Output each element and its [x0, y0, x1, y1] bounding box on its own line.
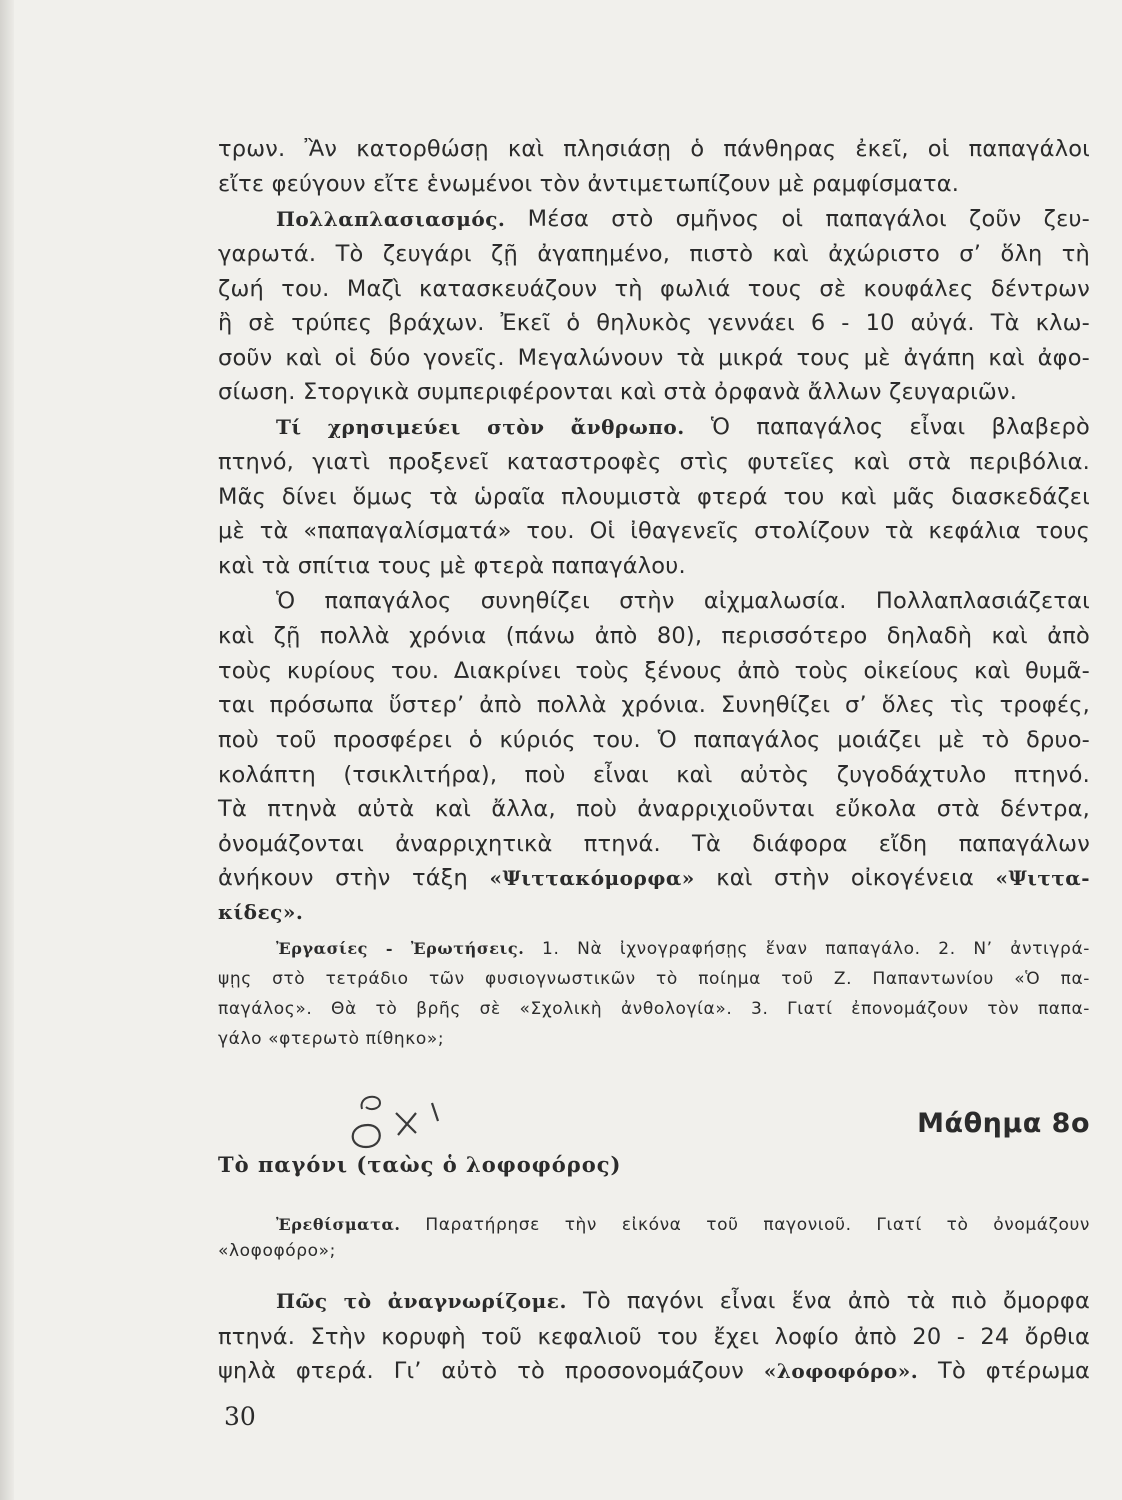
- body-line: Ὁ παπαγάλος συνηθίζει στὴν αἰχμαλωσία. Πολλαπλασιάζεται: [276, 588, 1090, 614]
- body-line: ζωή του. Μαζὶ κατασκευάζουν τὴ φωλιά τους σὲ κουφάλες δέντρων: [218, 276, 1090, 302]
- exercise-line: γάλο «φτερωτὸ πίθηκο»;: [218, 1029, 445, 1049]
- body-text: Ὁ παπαγάλος εἶναι βλαβερὸ: [684, 414, 1090, 440]
- body-text: ἀνήκουν στὴν τάξη: [218, 865, 490, 891]
- body-line: τοὺς κυρίους του. Διακρίνει τοὺς ξένους ἀπὸ τοὺς οἰκείους καὶ θυμᾶ-: [218, 658, 1090, 684]
- family-name-end: κίδες».: [218, 900, 304, 924]
- order-name: «Ψιττακόμορφα»: [489, 866, 695, 890]
- stimuli-start: [218, 1212, 1090, 1238]
- body-line: εἴτε φεύγουν εἴτε ἑνωμένοι τὸν ἀντιμετωπίζουν μὲ ραμφίσματα.: [218, 171, 960, 197]
- handwritten-note: [340, 1085, 470, 1155]
- body-line: σίωση. Στοργικὰ συμπεριφέρονται καὶ στὰ ὀρφανὰ ἄλλων ζευγαριῶν.: [218, 379, 1018, 405]
- page-edge-shadow: [0, 0, 14, 1500]
- body-line: τρων. Ἂν κατορθώσῃ καὶ πλησιάσῃ ὁ πάνθηρας ἐκεῖ, οἱ παπαγάλοι: [218, 136, 1090, 162]
- body-line: ται πρόσωπα ὕστερ’ ἀπὸ πολλὰ χρόνια. Συνηθίζει σ’ ὅλες τὶς τροφές,: [218, 692, 1090, 718]
- body-line: ὀνομάζονται ἀναρριχητικὰ πτηνά. Τὰ διάφορα εἴδη παπαγάλων: [218, 831, 1090, 857]
- body-line: σοῦν καὶ οἱ δύο γονεῖς. Μεγαλώνουν τὰ μικρά τους μὲ ἀγάπη καὶ ἀφο-: [218, 345, 1090, 371]
- heading-reproduction: Πολλαπλασιασμός.: [276, 207, 506, 231]
- body-line: Μᾶς δίνει ὅμως τὰ ὡραῖα πλουμιστὰ φτερά του καὶ μᾶς διασκεδάζει: [218, 484, 1090, 510]
- body-text: Τὸ φτέρωμα: [918, 1358, 1090, 1384]
- paragraph-use-start: [218, 410, 1090, 444]
- body-line: μὲ τὰ «παπαγαλίσματά» του. Οἱ ἰθαγενεῖς στολίζουν τὰ κεφάλια τους: [218, 518, 1090, 544]
- exercise-line: παγάλος». Θὰ τὸ βρῆς σὲ «Σχολικὴ ἀνθολογία». 3. Γιατί ἐπονομάζουν τὸν παπα-: [218, 999, 1090, 1019]
- stimuli-text: Παρατήρησε τὴν εἰκόνα τοῦ παγονιοῦ. Γιατί τὸ ὀνομάζουν: [400, 1215, 1090, 1235]
- family-name: «Ψιττα-: [995, 866, 1090, 890]
- lesson-number: Μάθημα 8ο: [917, 1108, 1090, 1139]
- body-text: ψηλὰ φτερά. Γι’ αὐτὸ τὸ προσονομάζουν: [218, 1358, 764, 1384]
- paragraph-reproduction-start: [218, 202, 1090, 236]
- paragraph-recognize-start: [218, 1284, 1090, 1318]
- body-line: κολάπτη (τσικλιτήρα), ποὺ εἶναι καὶ αὐτὸς ζυγοδάχτυλο πτηνό.: [218, 762, 1090, 788]
- body-line: ποὺ τοῦ προσφέρει ὁ κύριός του. Ὁ παπαγάλος μοιάζει μὲ τὸ δρυο-: [218, 727, 1090, 753]
- exercises-start: [218, 936, 1090, 962]
- lesson-title: Τὸ παγόνι (ταὼς ὁ λοφοφόρος): [218, 1152, 622, 1177]
- exercise-line: ψῃς στὸ τετράδιο τῶν φυσιογνωστικῶν τὸ ποίημα τοῦ Ζ. Παπαντωνίου «Ὁ πα-: [218, 969, 1090, 989]
- body-text: Τὸ παγόνι εἶναι ἕνα ἀπὸ τὰ πιὸ ὄμορφα: [566, 1288, 1090, 1314]
- body-line: γαρωτά. Τὸ ζευγάρι ζῇ ἀγαπημένο, πιστὸ καὶ ἀχώριστο σ’ ὅλη τὴ: [218, 241, 1090, 267]
- body-line: καὶ τὰ σπίτια τους μὲ φτερὰ παπαγάλου.: [218, 553, 686, 579]
- page-number: 30: [224, 1402, 256, 1431]
- heading-stimuli: Ἐρεθίσματα.: [276, 1215, 401, 1234]
- heading-recognize: Πῶς τὸ ἀναγνωρίζομε.: [276, 1289, 567, 1313]
- body-text: καὶ στὴν οἰκογένεια: [694, 865, 996, 891]
- body-text: Μέσα στὸ σμῆνος οἱ παπαγάλοι ζοῦν ζευ-: [505, 206, 1090, 232]
- exercise-text: 1. Νὰ ἰχνογραφήσῃς ἕναν παπαγάλο. 2. Ν’ ἀντιγρά-: [524, 939, 1090, 959]
- body-line: ἢ σὲ τρύπες βράχων. Ἐκεῖ ὁ θηλυκὸς γεννάει 6 - 10 αὐγά. Τὰ κλω-: [218, 310, 1090, 336]
- classification-line-end: [218, 895, 1090, 929]
- term-lofoforo: «λοφοφόρο».: [763, 1359, 919, 1383]
- heading-exercises: Ἐργασίες - Ἐρωτήσεις.: [276, 939, 525, 958]
- heading-use: Τί χρησιμεύει στὸν ἄνθρωπο.: [276, 415, 685, 439]
- body-line: πτηνό, γιατὶ προξενεῖ καταστροφὲς στὶς φυτεῖες καὶ στὰ περιβόλια.: [218, 449, 1090, 475]
- body-line: καὶ ζῇ πολλὰ χρόνια (πάνω ἀπὸ 80), περισσότερο δηλαδὴ καὶ ἀπὸ: [218, 623, 1090, 649]
- body-line-last: [218, 1354, 1090, 1388]
- stimuli-line: «λοφοφόρο»;: [218, 1241, 337, 1261]
- classification-line: [218, 861, 1090, 895]
- body-line: Τὰ πτηνὰ αὐτὰ καὶ ἄλλα, ποὺ ἀναρριχιοῦνται εὔκολα στὰ δέντρα,: [218, 796, 1090, 822]
- body-line: πτηνά. Στὴν κορυφὴ τοῦ κεφαλιοῦ του ἔχει λοφίο ἀπὸ 20 - 24 ὄρθια: [218, 1324, 1090, 1350]
